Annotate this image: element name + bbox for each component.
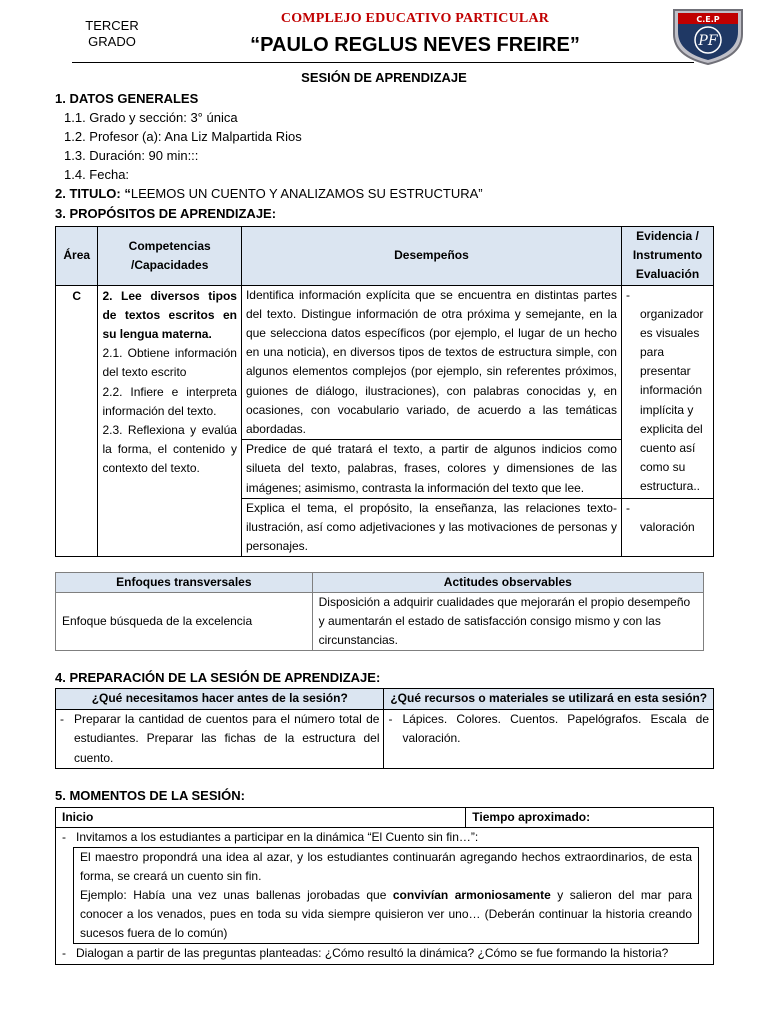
competencia-title: 2. Lee diversos tipos de textos escritos en su lengua materna. bbox=[102, 288, 237, 342]
enfoques-row bbox=[56, 593, 704, 651]
list-dash: - bbox=[60, 711, 64, 726]
data-item-duration: 1.3. Duración: 90 min::: bbox=[64, 148, 199, 163]
evidencia-text-2: valoración bbox=[639, 519, 695, 534]
purposes-row bbox=[56, 285, 714, 440]
moments-table bbox=[55, 807, 714, 965]
preparation-item bbox=[60, 710, 379, 769]
enfoques-header-row bbox=[56, 573, 704, 593]
evidencia-text-1: organizador es visuales para presentar información implícita y explicita del cuento así como su estructura.. bbox=[639, 306, 704, 494]
data-item-teacher: 1.2. Profesor (a): Ana Liz Malpartida Rios bbox=[64, 129, 302, 144]
moments-content bbox=[56, 828, 714, 965]
resources-item bbox=[388, 710, 709, 749]
grade-line-2: GRADO bbox=[88, 34, 136, 49]
header-area: Área bbox=[56, 227, 98, 286]
moments-header-row bbox=[56, 808, 714, 828]
evidencia-cell-1 bbox=[621, 285, 713, 498]
evidencia-item-2 bbox=[626, 499, 709, 537]
resources-text: Lápices. Colores. Cuentos. Papelógrafos. Escala de valoración. bbox=[402, 711, 709, 745]
enfoque-name: Enfoque búsqueda de la excelencia bbox=[56, 593, 313, 651]
moment-text-1: Invitamos a los estudiantes a participar en la dinámica “El Cuento sin fin…”: bbox=[76, 830, 479, 844]
actitud-observable: Disposición a adquirir cualidades que mejorarán el propio desempeño y aumentarán el estado de satisfacción consigo mismo y con las circunstancias. bbox=[312, 593, 703, 651]
header-competencias: Competencias /Capacidades bbox=[98, 227, 242, 286]
header-evidencia: Evidencia / Instrumento Evaluación bbox=[621, 227, 713, 286]
preparation-right-cell bbox=[384, 709, 714, 769]
data-item-grade: 1.1. Grado y sección: 3° única bbox=[64, 110, 238, 125]
section-1-heading: 1. DATOS GENERALES bbox=[55, 91, 199, 106]
school-type: COMPLEJO EDUCATIVO PARTICULAR bbox=[280, 11, 550, 26]
capacidad-1: 2.1. Obtiene información del texto escrito bbox=[102, 346, 237, 380]
header-desempenos: Desempeños bbox=[241, 227, 621, 286]
purposes-table bbox=[55, 226, 714, 557]
school-logo bbox=[670, 4, 746, 66]
moments-col-inicio: Inicio bbox=[56, 808, 466, 828]
section-2-value: LEEMOS UN CUENTO Y ANALIZAMOS SU ESTRUCTURA” bbox=[130, 186, 483, 201]
section-2-title bbox=[55, 186, 483, 201]
preparation-header-right: ¿Qué recursos o materiales se utilizará en esta sesión? bbox=[384, 689, 714, 710]
list-dash: - bbox=[62, 946, 66, 960]
list-dash: - bbox=[62, 830, 66, 844]
logo-text-center: PF bbox=[698, 33, 718, 49]
preparation-text: Preparar la cantidad de cuentos para el número total de estudiantes. Preparar las fichas de la estructura del cuento. bbox=[74, 711, 380, 765]
dynamic-box-paragraph-2 bbox=[80, 886, 692, 943]
school-name: “PAULO REGLUS NEVES FREIRE” bbox=[250, 34, 580, 56]
purposes-header-row bbox=[56, 227, 714, 286]
moment-text-2: Dialogan a partir de las preguntas planteadas: ¿Cómo resultó la dinámica? ¿Cómo se fue formando la historia? bbox=[76, 946, 669, 960]
enfoques-table bbox=[55, 572, 704, 651]
section-3-heading: 3. PROPÓSITOS DE APRENDIZAJE: bbox=[55, 206, 277, 221]
section-5-heading: 5. MOMENTOS DE LA SESIÓN: bbox=[55, 788, 245, 803]
capacidad-2: 2.2. Infiere e interpreta información del texto. bbox=[102, 384, 237, 418]
data-item-date: 1.4. Fecha: bbox=[64, 167, 130, 182]
desempeno-3: Explica el tema, el propósito, la enseñanza, las relaciones texto-ilustración, así como adjetivaciones y las motivaciones de personas y personajes. bbox=[241, 498, 621, 557]
preparation-row bbox=[56, 709, 714, 769]
moment-item-1 bbox=[56, 828, 713, 847]
preparation-table bbox=[55, 688, 714, 769]
header-divider bbox=[72, 62, 694, 63]
grade-label bbox=[70, 18, 154, 50]
competencias-cell bbox=[98, 285, 242, 557]
list-dash: - bbox=[388, 711, 393, 726]
moments-col-tiempo: Tiempo aproximado: bbox=[466, 808, 714, 828]
capacidad-3: 2.3. Reflexiona y evalúa la forma, el contenido y contexto del texto. bbox=[102, 423, 237, 476]
evidencia-dash: - bbox=[625, 500, 630, 515]
session-title: SESIÓN DE APRENDIZAJE bbox=[301, 70, 467, 85]
enfoques-header-right: Actitudes observables bbox=[312, 573, 703, 593]
enfoques-header-left: Enfoques transversales bbox=[56, 573, 313, 593]
area-cell: C bbox=[56, 285, 98, 557]
logo-text-top: C.E.P bbox=[696, 15, 720, 24]
example-text-bold: convivían armoniosamente bbox=[392, 888, 551, 902]
desempeno-1: Identifica información explícita que se encuentra en distintas partes del texto. Distingue información de otra próxima y semejante, en la que selecciona datos específicos (por ejemplo, el lugar de un hecho en una noticia), en diversos tipos de textos de estructura simple, con algunos elementos complejos (por ejemplo, sin referentes próximos, guiones de diálogo, ilustraciones), con palabras conocidas y, en ocasiones, con vocabulario variado, de acuerdo a las temáticas abordadas. bbox=[241, 285, 621, 440]
moments-row bbox=[56, 828, 714, 965]
preparation-header-left: ¿Qué necesitamos hacer antes de la sesión? bbox=[56, 689, 384, 710]
preparation-left-cell bbox=[56, 709, 384, 769]
grade-line-1: TERCER bbox=[85, 18, 139, 33]
evidencia-item-1 bbox=[626, 286, 709, 497]
dynamic-box bbox=[73, 847, 699, 944]
section-4-heading: 4. PREPARACIÓN DE LA SESIÓN DE APRENDIZAJE: bbox=[55, 670, 381, 685]
section-2-label: 2. TITULO: “ bbox=[55, 186, 131, 201]
preparation-header-row bbox=[56, 689, 714, 710]
example-text-a: Ejemplo: Había una vez unas ballenas jorobadas que bbox=[80, 888, 393, 902]
dynamic-box-paragraph-1: El maestro propondrá una idea al azar, y los estudiantes continuarán agregando hechos extraordinarios, de esta forma, se creará un cuento sin fin. bbox=[80, 850, 692, 883]
evidencia-cell-2 bbox=[621, 498, 713, 557]
moment-item-2 bbox=[56, 944, 713, 963]
example-text-c: y salieron del mar para conocer a los venados, pues en toda su vida siempre quisieron ver uno… (Deberán continuar la historia creando sucesos fuera de lo común) bbox=[80, 888, 692, 940]
desempeno-2: Predice de qué tratará el texto, a partir de algunos indicios como silueta del texto, palabras, frases, colores y dimensiones de las imágenes; asimismo, contrasta la información del texto que lee. bbox=[241, 440, 621, 499]
evidencia-dash: - bbox=[625, 287, 630, 302]
